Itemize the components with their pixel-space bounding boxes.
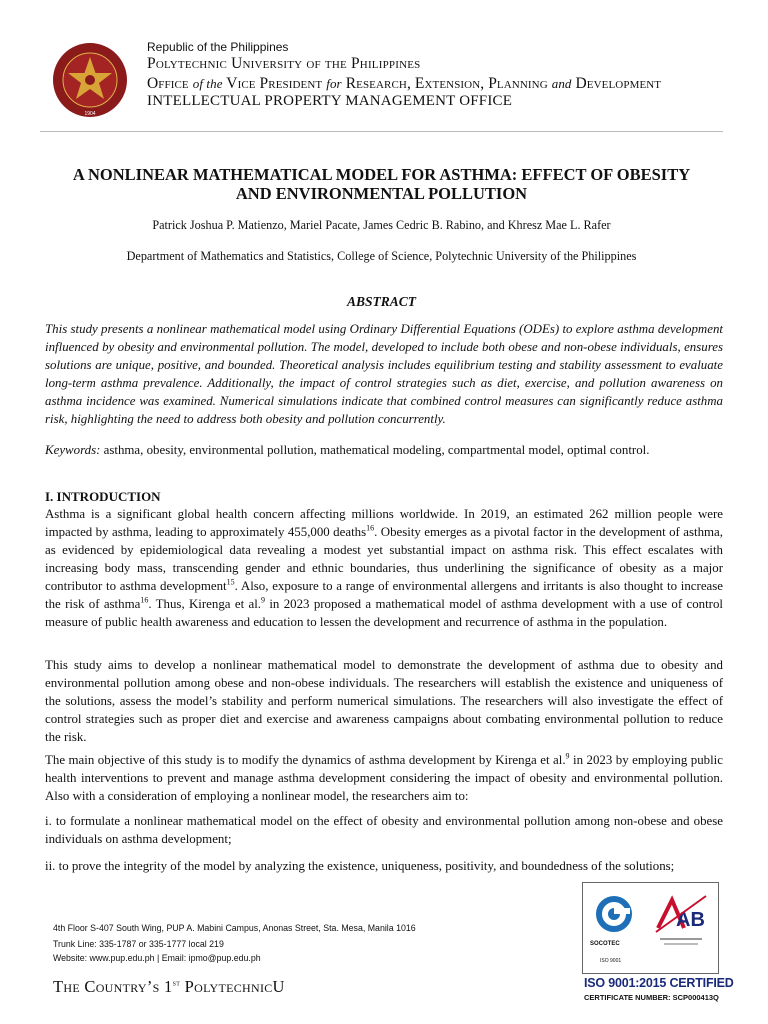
intro-paragraph-1: Asthma is a significant global health concern affecting millions worldwide. In 2019, an estimated 262 million people were impacted by asthma, leading to approximately 455,000 deaths$^{16}$. Obesity emerges as a pivotal factor in the development of asthma, as evidenced by epidemiological data revealing a modest yet substantial impact on asthma risk. This effect escalates with increasing body mass, transcending gender and ethnic boundaries, thus underlining the significance of obesity as a major contributor to asthma development$^{15}$. Also, exposure to a range of environmental allergens and irritants is also thought to increase the risk of asthma$^{16}$. Thus, Kirenga et al.$^9$ in 2023 proposed a mathematical model of asthma development with a use of control measure of public health awareness and education to lessen the development and recurrence of asthma in the population. — [45, 507, 723, 629]
svg-text:1904: 1904 — [84, 111, 96, 117]
accreditation-board-logo-icon — [650, 886, 712, 956]
objective-item: i. to formulate a nonlinear mathematical model on the effect of obesity and environmental pollution among non-obese and obese individuals on asthma development; — [45, 814, 723, 846]
iso-9001-small-label: ISO 9001 — [600, 958, 622, 964]
keywords-list: asthma, obesity, environmental pollution, mathematical modeling, compartmental model, optimal control. — [103, 443, 650, 457]
abstract-text: This study presents a nonlinear mathematical model using Ordinary Differential Equations (ODEs) to explore asthma development influenced by obesity and environmental pollution. The model, developed to include both obese and non-obese individuals, ensures solutions are unique, positive, and bounded. Theoretical analysis includes equilibrium testing and stability assessment to evaluate long-term asthma prevalence. Additionally, the impact of control strategies such as diet, exercise, and pollution awareness on asthma incidence was examined. Numerical simulations indicate that combined control measures can significantly reduce asthma risk, highlighting the need to address both obesity and pollution concurrently. — [45, 322, 723, 426]
keywords — [45, 441, 723, 459]
header-republic: Republic of the Philippines — [147, 40, 289, 54]
intro-paragraph-2: This study aims to develop a nonlinear mathematical model to demonstrate the development of asthma due to obesity and environmental pollution among obese and non-obese individuals. The researchers will establish the existence and uniqueness of the solutions, assess the model’s stability and perform numerical simulations. The researchers will also investigate the effect of control strategies such as proper diet and exercise and awareness campaigns about combating environmental pollution to reduce the risk. — [45, 658, 723, 744]
footer-tagline: The Country’s 1st PolytechnicU — [53, 977, 285, 996]
university-seal-logo — [40, 40, 140, 120]
iso-certified-text: ISO 9001:2015 CERTIFIED — [584, 976, 734, 990]
header-divider — [40, 131, 723, 132]
header-office: Office of the Vice President for Research, Extension, Planning and Development — [147, 75, 662, 92]
footer-address: 4th Floor S-407 South Wing, PUP A. Mabini Campus, Anonas Street, Sta. Mesa, Manila 1016 — [53, 923, 416, 933]
paper-authors: Patrick Joshua P. Matienzo, Mariel Pacate, James Cedric B. Rabino, and Khresz Mae L. Rafer — [152, 218, 611, 232]
introduction-heading: I. INTRODUCTION — [45, 489, 161, 504]
certificate-number: CERTIFICATE NUMBER: SCP000413Q — [584, 993, 719, 1002]
paper-title: A NONLINEAR MATHEMATICAL MODEL FOR ASTHMA: EFFECT OF OBESITY AND ENVIRONMENTAL POLLUTION — [72, 165, 691, 203]
socotec-logo-icon — [584, 888, 644, 948]
footer-trunk-line: Trunk Line: 335-1787 or 335-1777 local 219 — [53, 939, 224, 949]
header-ipmo: INTELLECTUAL PROPERTY MANAGEMENT OFFICE — [147, 93, 513, 109]
intro-paragraph-3: The main objective of this study is to modify the dynamics of asthma development by Kirenga et al.$^9$ in 2023 by employing public health interventions to prevent and manage asthma development considering the impact of obesity and environmental pollution. Also with a consideration of employing a nonlinear model, the researchers aim to: — [45, 751, 723, 803]
header-university-name: Polytechnic University of the Philippines — [147, 55, 421, 72]
paper-department: Department of Mathematics and Statistics, College of Science, Polytechnic University of the Philippines — [126, 249, 637, 263]
socotec-label: SOCOTEC — [590, 941, 620, 947]
objective-item: ii. to prove the integrity of the model by analyzing the existence, uniqueness, positivity, and boundedness of the solutions; — [45, 859, 675, 873]
abstract-heading: ABSTRACT — [346, 294, 417, 309]
svg-text:AB: AB — [676, 909, 705, 931]
footer-website-email: Website: www.pup.edu.ph | Email: ipmo@pup.edu.ph — [53, 953, 261, 963]
keywords-label: Keywords: — [45, 443, 101, 457]
